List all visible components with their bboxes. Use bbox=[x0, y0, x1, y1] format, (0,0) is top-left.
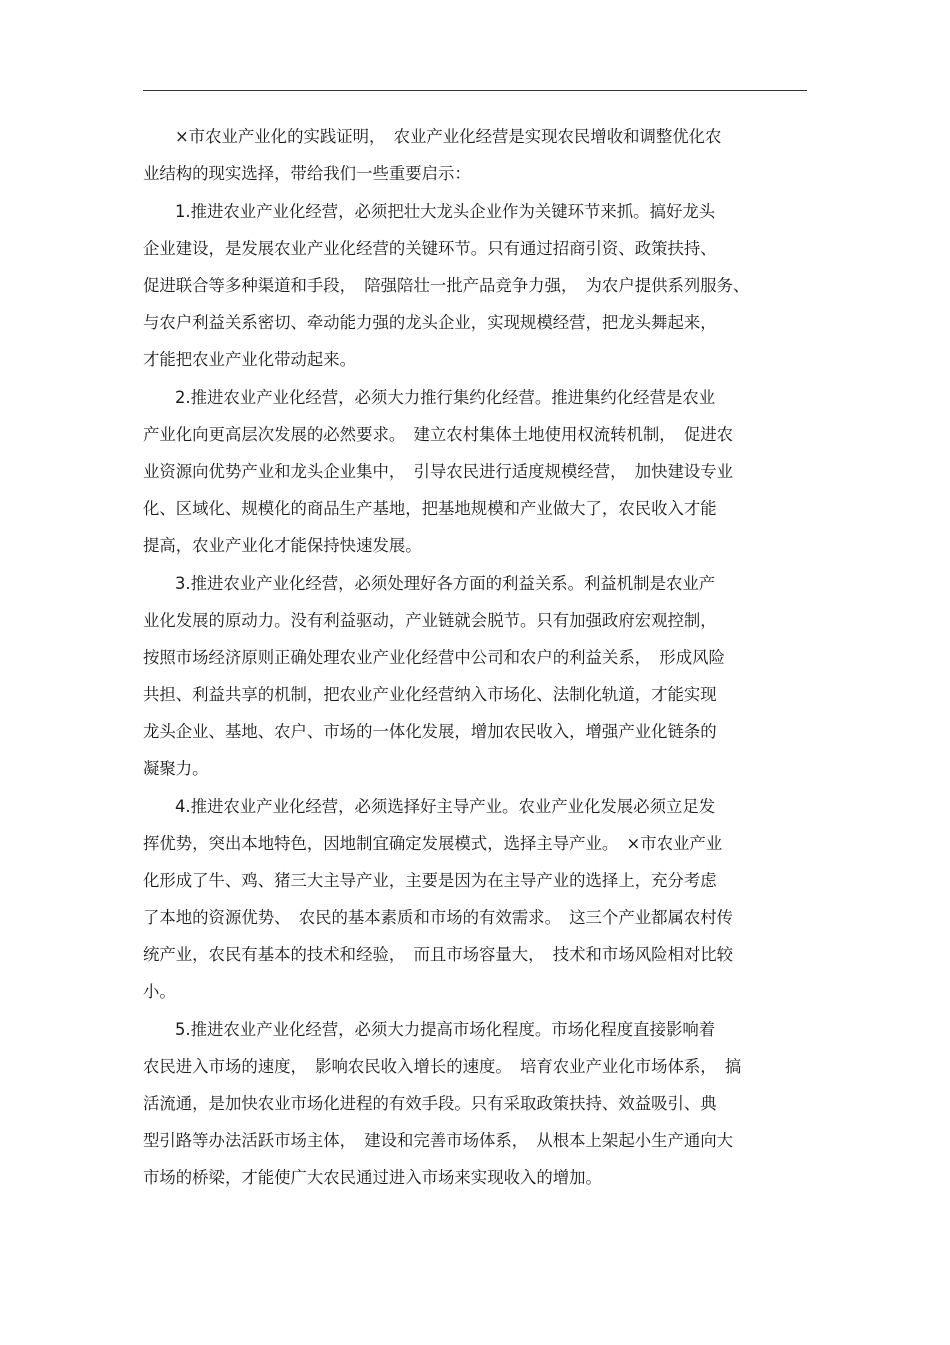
text-line: 提高，农业产业化才能保持快速发展。 bbox=[143, 536, 422, 555]
paragraph-point-3 bbox=[143, 565, 807, 787]
document-body bbox=[143, 118, 807, 1197]
header-rule bbox=[143, 90, 807, 91]
text-line: 市场的桥梁，才能使广大农民通过进入市场来实现收入的增加。 bbox=[143, 1168, 602, 1187]
text-line: 龙头企业、基地、农户、市场的一体化发展，增加农民收入，增强产业化链条的 bbox=[143, 722, 717, 741]
text-line: 与农户利益关系密切、牵动能力强的龙头企业，实现规模经营，把龙头舞起来， bbox=[143, 313, 717, 332]
paragraph-point-4 bbox=[143, 788, 807, 1010]
text-line: 5.推进农业产业化经营，必须大力提高市场化程度。市场化程度直接影响着 bbox=[175, 1020, 716, 1039]
text-line: 促进联合等多种渠道和手段， 陪强陪壮一批产品竞争力强， 为农户提供系列服务、 bbox=[143, 276, 750, 295]
text-line: 活流通，是加快农业市场化进程的有效手段。只有采取政策扶持、效益吸引、典 bbox=[143, 1094, 717, 1113]
text-line: 化、区域化、规模化的商品生产基地，把基地规模和产业做大了，农民收入才能 bbox=[143, 499, 717, 518]
text-line: 农民进入市场的速度， 影响农民收入增长的速度。 培育农业产业化市场体系， 搞 bbox=[143, 1057, 742, 1076]
text-line: 共担、利益共享的机制，把农业产业化经营纳入市场化、法制化轨道，才能实现 bbox=[143, 685, 717, 704]
text-line: 3.推进农业产业化经营，必须处理好各方面的利益关系。利益机制是农业产 bbox=[175, 574, 716, 593]
paragraph-point-5 bbox=[143, 1011, 807, 1196]
text-line: 企业建设，是发展农业产业化经营的关键环节。只有通过招商引资、政策扶持、 bbox=[143, 239, 717, 258]
text-line: 按照市场经济原则正确处理农业产业化经营中公司和农户的利益关系， 形成风险 bbox=[143, 648, 725, 667]
text-line: 业资源向优势产业和龙头企业集中， 引导农民进行适度规模经营， 加快建设专业 bbox=[143, 462, 734, 481]
text-line: 4.推进农业产业化经营，必须选择好主导产业。农业产业化发展必须立足发 bbox=[175, 797, 716, 816]
text-line: 1.推进农业产业化经营，必须把壮大龙头企业作为关键环节来抓。搞好龙头 bbox=[175, 202, 716, 221]
text-line: 统产业，农民有基本的技术和经验， 而且市场容量大， 技术和市场风险相对比较 bbox=[143, 945, 734, 964]
text-line: 业化发展的原动力。没有利益驱动，产业链就会脱节。只有加强政府宏观控制， bbox=[143, 611, 717, 630]
paragraph-intro bbox=[143, 118, 807, 192]
text-line: 产业化向更高层次发展的必然要求。 建立农村集体土地使用权流转机制， 促进农 bbox=[143, 425, 734, 444]
text-line: 型引路等办法活跃市场主体， 建设和完善市场体系， 从根本上架起小生产通向大 bbox=[143, 1131, 734, 1150]
text-line: 化形成了牛、鸡、猪三大主导产业，主要是因为在主导产业的选择上，充分考虑 bbox=[143, 871, 717, 890]
text-line: 才能把农业产业化带动起来。 bbox=[143, 350, 357, 369]
text-line: ×市农业产业化的实践证明， 农业产业化经营是实现农民增收和调整优化农 bbox=[175, 127, 722, 146]
text-line: 业结构的现实选择，带给我们一些重要启示： bbox=[143, 164, 471, 183]
text-line: 了本地的资源优势、 农民的基本素质和市场的有效需求。 这三个产业都属农村传 bbox=[143, 908, 734, 927]
text-line: 挥优势，突出本地特色，因地制宜确定发展模式，选择主导产业。 ×市农业产业 bbox=[143, 834, 723, 853]
text-line: 小。 bbox=[143, 982, 176, 1001]
text-line: 2.推进农业产业化经营，必须大力推行集约化经营。推进集约化经营是农业 bbox=[175, 388, 716, 407]
paragraph-point-2 bbox=[143, 379, 807, 564]
text-line: 凝聚力。 bbox=[143, 759, 209, 778]
paragraph-point-1 bbox=[143, 193, 807, 378]
